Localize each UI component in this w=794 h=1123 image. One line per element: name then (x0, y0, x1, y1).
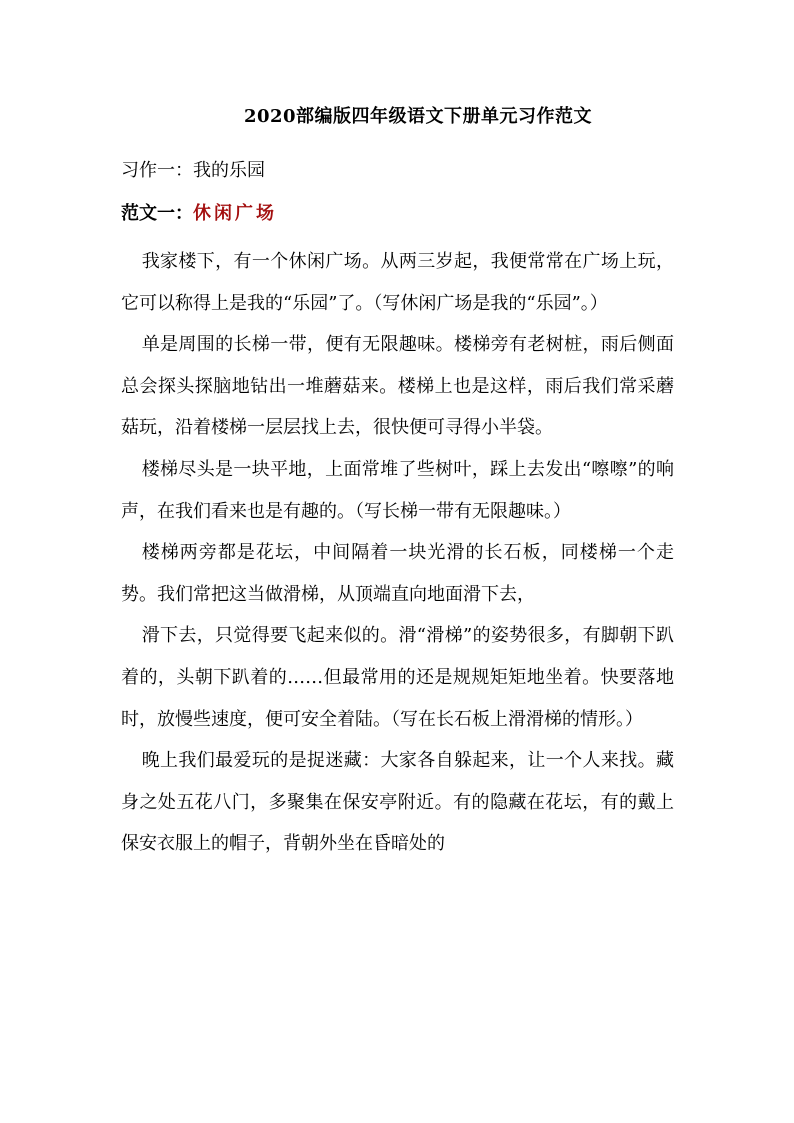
paragraph: 滑下去，只觉得要飞起来似的。滑“滑梯”的姿势很多，有脚朝下趴着的，头朝下趴着的……但最常用的还是规规矩矩地坐着。快要落地时，放慢些速度，便可安全着陆。（写在长石板上滑滑梯的情形。） (121, 625, 674, 730)
section-heading: 习作一：我的乐园 (121, 160, 265, 181)
document-title: 2020部编版四年级语文下册单元习作范文 (243, 106, 593, 127)
paragraph: 楼梯尽头是一块平地，上面常堆了些树叶，踩上去发出“嚓嚓”的响声，在我们看来也是有趣的。（写长梯一带有无限趣味。） (121, 458, 674, 522)
paragraph: 晚上我们最爱玩的是捉迷藏：大家各自躲起来，让一个人来找。藏身之处五花八门，多聚集在保安亭附近。有的隐藏在花坛，有的戴上保安衣服上的帽子，背朝外坐在昏暗处的 (121, 750, 674, 855)
essay-heading (121, 200, 277, 228)
paragraph: 单是周围的长梯一带，便有无限趣味。楼梯旁有老树桩，雨后侧面总会探头探脑地钻出一堆蘑菇来。楼梯上也是这样，雨后我们常采蘑菇玩，沿着楼梯一层层找上去，很快便可寻得小半袋。 (121, 334, 674, 439)
paragraph: 楼梯两旁都是花坛，中间隔着一块光滑的长石板，同楼梯一个走势。我们常把这当做滑梯，从顶端直向地面滑下去， (121, 542, 674, 605)
essay-title: 休闲广场 (193, 203, 277, 224)
essay-label: 范文一： (121, 203, 193, 224)
essay-body (121, 241, 674, 865)
paragraph: 我家楼下，有一个休闲广场。从两三岁起，我便常常在广场上玩，它可以称得上是我的“乐园”了。（写休闲广场是我的“乐园”。） (121, 251, 674, 314)
